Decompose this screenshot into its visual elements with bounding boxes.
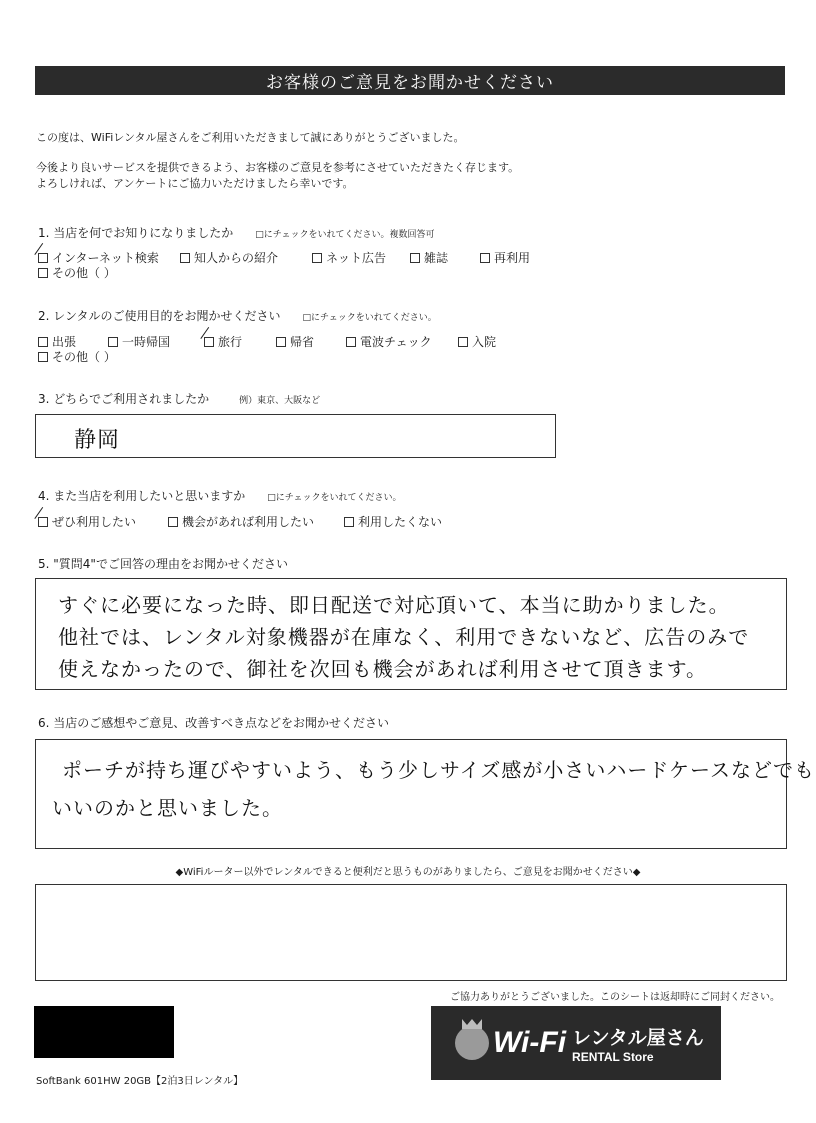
option-label: 機会があれば利用したい bbox=[182, 515, 315, 529]
question-2 bbox=[38, 307, 437, 324]
option-label: 入院 bbox=[472, 335, 497, 349]
q1-option-reuse[interactable] bbox=[480, 249, 530, 266]
thanks-note: ご協力ありがとうございました。このシートは返却時にご同封ください。 bbox=[450, 992, 780, 1003]
option-label: 電波チェック bbox=[360, 335, 432, 349]
q5-handwritten-line-1: すぐに必要になった時、即日配送で対応頂いて、本当に助かりました。 bbox=[58, 593, 730, 617]
question-4-note: □にチェックをいれてください。 bbox=[267, 493, 402, 503]
option-label: 雑誌 bbox=[424, 251, 449, 265]
q1-option-net-ad[interactable] bbox=[312, 249, 386, 266]
question-4-label: 4. また当店を利用したいと思いますか bbox=[38, 489, 246, 503]
q2-option-other[interactable] bbox=[38, 348, 116, 365]
checkbox[interactable] bbox=[180, 253, 190, 263]
checkbox[interactable] bbox=[38, 268, 48, 278]
q2-option-homecoming[interactable] bbox=[276, 333, 314, 350]
option-label: その他（ ） bbox=[52, 266, 116, 280]
logo-wifi-text: Wi-Fi bbox=[493, 1026, 567, 1059]
company-logo bbox=[431, 1006, 721, 1080]
q2-option-hospital[interactable] bbox=[458, 333, 496, 350]
q2-option-signal-check[interactable] bbox=[346, 333, 432, 350]
question-2-note: □にチェックをいれてください。 bbox=[302, 313, 437, 323]
q5-answer-box[interactable] bbox=[35, 578, 787, 690]
intro-line-2: 今後より良いサービスを提供できるよう、お客様のご意見を参考にさせていただきたく存じます。 bbox=[36, 161, 520, 174]
question-2-label: 2. レンタルのご使用目的をお聞かせください bbox=[38, 309, 281, 323]
page-title-text: お客様のご意見をお聞かせください bbox=[266, 73, 554, 93]
option-label: ネット広告 bbox=[326, 251, 387, 265]
intro-line-3: よろしければ、アンケートにご協力いただけましたら幸いです。 bbox=[36, 177, 354, 190]
question-5 bbox=[38, 555, 288, 572]
question-7-label: ◆WiFiルーター以外でレンタルできると便利だと思うものがありましたら、ご意見をお聞かせください◆ bbox=[175, 867, 641, 878]
checkbox[interactable] bbox=[276, 337, 286, 347]
q4-option-if-chance[interactable] bbox=[168, 513, 314, 530]
question-4 bbox=[38, 487, 402, 504]
page-title bbox=[35, 66, 785, 95]
question-3-note: 例）東京、大阪など bbox=[239, 396, 321, 406]
q2-option-visit-home[interactable] bbox=[108, 333, 170, 350]
rental-model-info: SoftBank 601HW 20GB【2泊3日レンタル】 bbox=[36, 1076, 244, 1087]
q5-handwritten-line-2: 他社では、レンタル対象機器が在庫なく、利用できないなど、広告のみで bbox=[58, 625, 750, 649]
checkbox[interactable] bbox=[38, 337, 48, 347]
checkbox[interactable] bbox=[458, 337, 468, 347]
logo-en-text: RENTAL Store bbox=[572, 1049, 654, 1064]
question-3 bbox=[38, 390, 320, 407]
checkbox[interactable] bbox=[344, 517, 354, 527]
option-label: 出張 bbox=[52, 335, 77, 349]
question-1 bbox=[38, 224, 435, 241]
option-label: 一時帰国 bbox=[122, 335, 171, 349]
q4-option-not[interactable] bbox=[344, 513, 442, 530]
q1-option-other[interactable] bbox=[38, 264, 116, 281]
question-6-label: 6. 当店のご感想やご意見、改善すべき点などをお聞かせください bbox=[38, 716, 390, 730]
option-label: その他（ ） bbox=[52, 350, 116, 364]
question-1-label: 1. 当店を何でお知りになりましたか bbox=[38, 226, 234, 240]
q6-answer-box[interactable] bbox=[35, 739, 815, 849]
checkbox[interactable] bbox=[168, 517, 178, 527]
checkbox-checked[interactable] bbox=[204, 337, 214, 347]
logo-jp-text: レンタル屋さん bbox=[572, 1026, 704, 1049]
checkbox[interactable] bbox=[108, 337, 118, 347]
option-label: 帰省 bbox=[290, 335, 315, 349]
option-label: 再利用 bbox=[494, 251, 531, 265]
q2-option-travel[interactable] bbox=[204, 333, 242, 350]
checkbox[interactable] bbox=[480, 253, 490, 263]
q6-handwritten-line-1: ポーチが持ち運びやすいよう、もう少しサイズ感が小さいハードケースなどでも bbox=[62, 758, 815, 782]
q4-option-definitely[interactable] bbox=[38, 513, 136, 530]
intro-line-1: この度は、WiFiレンタル屋さんをご利用いただきまして誠にありがとうございました。 bbox=[36, 131, 465, 144]
checkbox[interactable] bbox=[312, 253, 322, 263]
question-5-label: 5. "質問4"でご回答の理由をお聞かせください bbox=[38, 557, 288, 571]
q3-handwritten-answer: 静岡 bbox=[74, 428, 121, 453]
checkbox[interactable] bbox=[346, 337, 356, 347]
checkbox-checked[interactable] bbox=[38, 517, 48, 527]
redacted-block bbox=[34, 1006, 174, 1058]
option-label: 利用したくない bbox=[358, 515, 443, 529]
question-3-label: 3. どちらでご利用されましたか bbox=[38, 392, 210, 406]
q1-option-referral[interactable] bbox=[180, 249, 278, 266]
q6-handwritten-line-2: いいのかと思いました。 bbox=[52, 796, 283, 820]
checkbox-checked[interactable] bbox=[38, 253, 48, 263]
q3-answer-box[interactable] bbox=[35, 414, 556, 458]
q1-option-magazine[interactable] bbox=[410, 249, 448, 266]
question-6 bbox=[38, 714, 389, 731]
option-label: 旅行 bbox=[218, 335, 243, 349]
option-label: ぜひ利用したい bbox=[52, 515, 137, 529]
q5-handwritten-line-3: 使えなかったので、御社を次回も機会があれば利用させて頂きます。 bbox=[58, 657, 707, 681]
checkbox[interactable] bbox=[38, 352, 48, 362]
option-label: 知人からの紹介 bbox=[194, 251, 279, 265]
mascot-crown-icon bbox=[455, 1026, 489, 1060]
question-1-note: □にチェックをいれてください。複数回答可 bbox=[255, 230, 435, 240]
checkbox[interactable] bbox=[410, 253, 420, 263]
q7-answer-box[interactable] bbox=[35, 884, 787, 981]
option-label: インターネット検索 bbox=[52, 251, 159, 265]
